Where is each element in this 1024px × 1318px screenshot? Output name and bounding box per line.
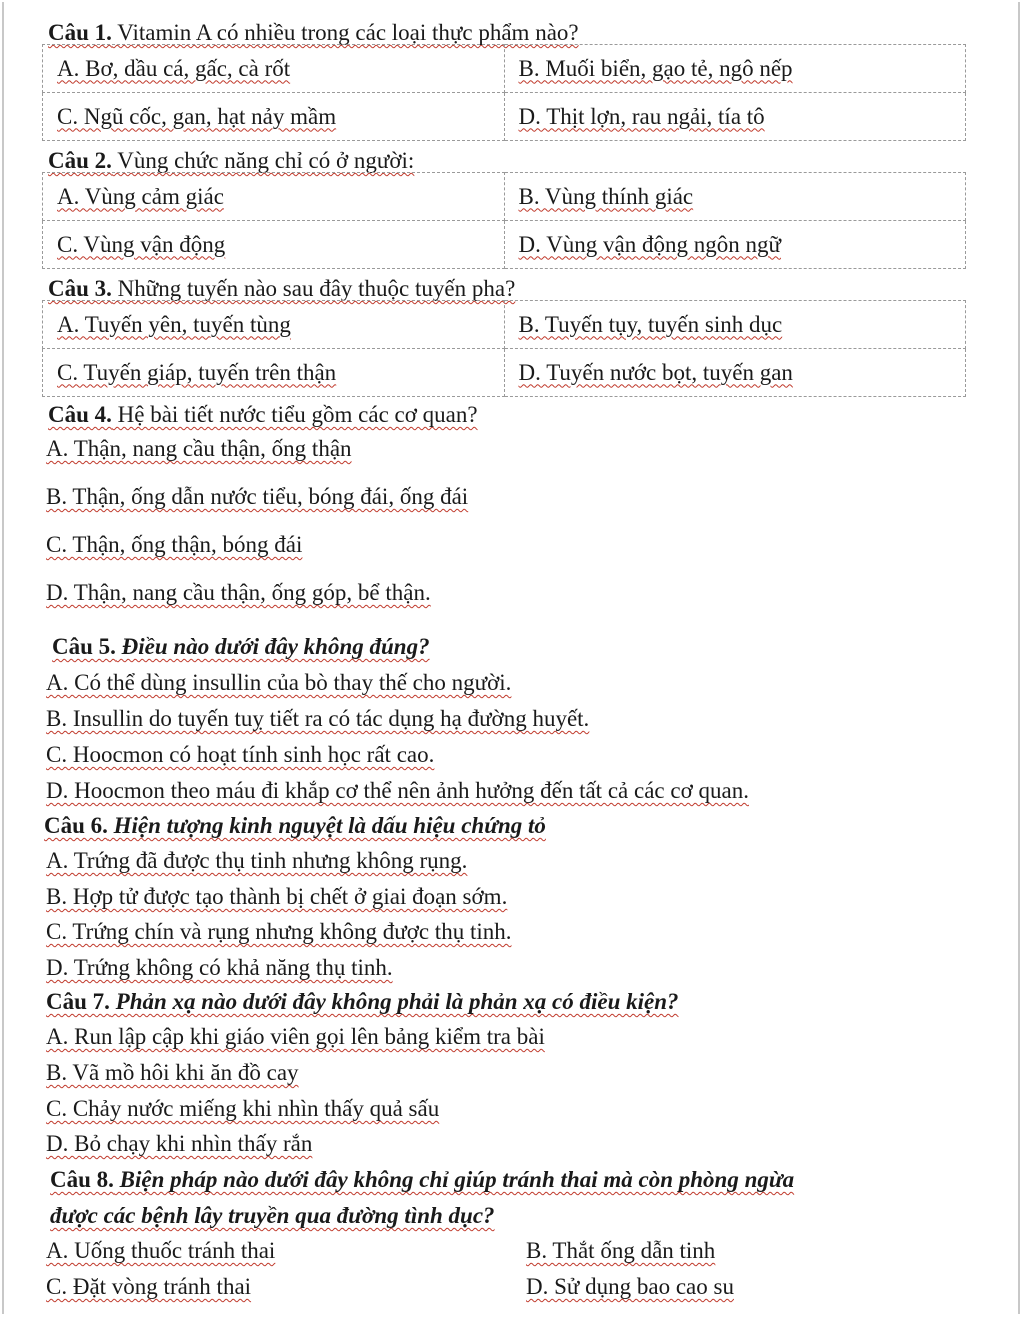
option-d[interactable]: D. Thận, nang cầu thận, ống góp, bể thận. (46, 580, 431, 605)
option-d[interactable]: D. Tuyến nước bọt, tuyến gan (504, 349, 966, 397)
question-text: Vitamin A có nhiều trong các loại thực phẩm nào? (111, 20, 579, 45)
question-text: Vùng chức năng chỉ có ở người: (111, 148, 415, 173)
question-number: Câu 3. (48, 276, 112, 301)
question-8 (50, 1165, 794, 1195)
option-a[interactable]: A. Uống thuốc tránh thai (46, 1238, 276, 1263)
option-a[interactable]: A. Có thể dùng insullin của bò thay thế cho người. (46, 670, 512, 695)
option-c[interactable]: C. Tuyến giáp, tuyến trên thận (43, 349, 505, 397)
question-text: Những tuyến nào sau đây thuộc tuyến pha? (111, 276, 516, 301)
question-number: Câu 1. (48, 20, 112, 45)
option-d[interactable]: D. Thịt lợn, rau ngải, tía tô (504, 93, 966, 141)
question-number: Câu 7. (46, 989, 110, 1014)
question-6 (44, 811, 546, 841)
option-c[interactable]: C. Ngũ cốc, gan, hạt nảy mầm (43, 93, 505, 141)
option-d[interactable]: D. Vùng vận động ngôn ngữ (504, 221, 966, 269)
question-number: Câu 8. (50, 1167, 114, 1192)
question-text: Biện pháp nào dưới đây không chỉ giúp tránh thai mà còn phòng ngừa (113, 1167, 795, 1192)
question-text: Hiện tượng kinh nguyệt là dấu hiệu chứng tỏ (107, 813, 546, 838)
option-d[interactable]: D. Hoocmon theo máu đi khắp cơ thể nên ảnh hưởng đến tất cả các cơ quan. (46, 778, 749, 803)
option-b[interactable]: B. Muối biển, gạo tẻ, ngô nếp (504, 45, 966, 93)
option-a[interactable]: A. Vùng cảm giác (43, 173, 505, 221)
option-a[interactable]: A. Thận, nang cầu thận, ống thận (46, 436, 352, 461)
option-a[interactable]: A. Tuyến yên, tuyến tùng (43, 301, 505, 349)
option-b[interactable]: B. Tuyến tụy, tuyến sinh dục (504, 301, 966, 349)
option-a[interactable]: A. Trứng đã được thụ tinh nhưng không rụng. (46, 848, 468, 873)
option-c[interactable]: C. Trứng chín và rụng nhưng không được thụ tinh. (46, 919, 512, 944)
question-number: Câu 6. (44, 813, 108, 838)
option-a[interactable]: A. Bơ, dầu cá, gấc, cà rốt (43, 45, 505, 93)
question-text-continued: được các bệnh lây truyền qua đường tình dục? (50, 1203, 495, 1228)
option-b[interactable]: B. Insullin do tuyến tuỵ tiết ra có tác dụng hạ đường huyết. (46, 706, 590, 731)
option-b[interactable]: B. Hợp tử được tạo thành bị chết ở giai đoạn sớm. (46, 884, 508, 909)
option-b[interactable]: B. Vã mồ hôi khi ăn đồ cay (46, 1060, 299, 1085)
question-5 (52, 632, 430, 662)
option-b[interactable]: B. Thắt ống dẫn tinh (526, 1238, 716, 1263)
question-text: Hệ bài tiết nước tiểu gồm các cơ quan? (111, 402, 478, 427)
question-number: Câu 2. (48, 148, 112, 173)
option-b[interactable]: B. Thận, ống dẫn nước tiểu, bóng đái, ống đái (46, 484, 469, 509)
question-4 (48, 400, 478, 430)
question-number: Câu 4. (48, 402, 112, 427)
options-table-1 (42, 44, 966, 141)
question-text: Phản xạ nào dưới đây không phải là phản xạ có điều kiện? (109, 989, 679, 1014)
option-c[interactable]: C. Thận, ống thận, bóng đái (46, 532, 303, 557)
question-text: Điều nào dưới đây không đúng? (115, 634, 430, 659)
question-number: Câu 5. (52, 634, 116, 659)
option-d[interactable]: D. Sử dụng bao cao su (526, 1274, 734, 1299)
option-c[interactable]: C. Đặt vòng tránh thai (46, 1274, 252, 1299)
question-7 (46, 987, 679, 1017)
options-table-2 (42, 172, 966, 269)
option-d[interactable]: D. Bỏ chạy khi nhìn thấy rắn (46, 1131, 313, 1156)
option-b[interactable]: B. Vùng thính giác (504, 173, 966, 221)
options-table-3 (42, 300, 966, 397)
option-a[interactable]: A. Run lập cập khi giáo viên gọi lên bảng kiểm tra bài (46, 1024, 545, 1049)
option-d[interactable]: D. Trứng không có khả năng thụ tinh. (46, 955, 393, 980)
option-c[interactable]: C. Hoocmon có hoạt tính sinh học rất cao. (46, 742, 435, 767)
option-c[interactable]: C. Vùng vận động (43, 221, 505, 269)
option-c[interactable]: C. Chảy nước miếng khi nhìn thấy quả sấu (46, 1096, 440, 1121)
